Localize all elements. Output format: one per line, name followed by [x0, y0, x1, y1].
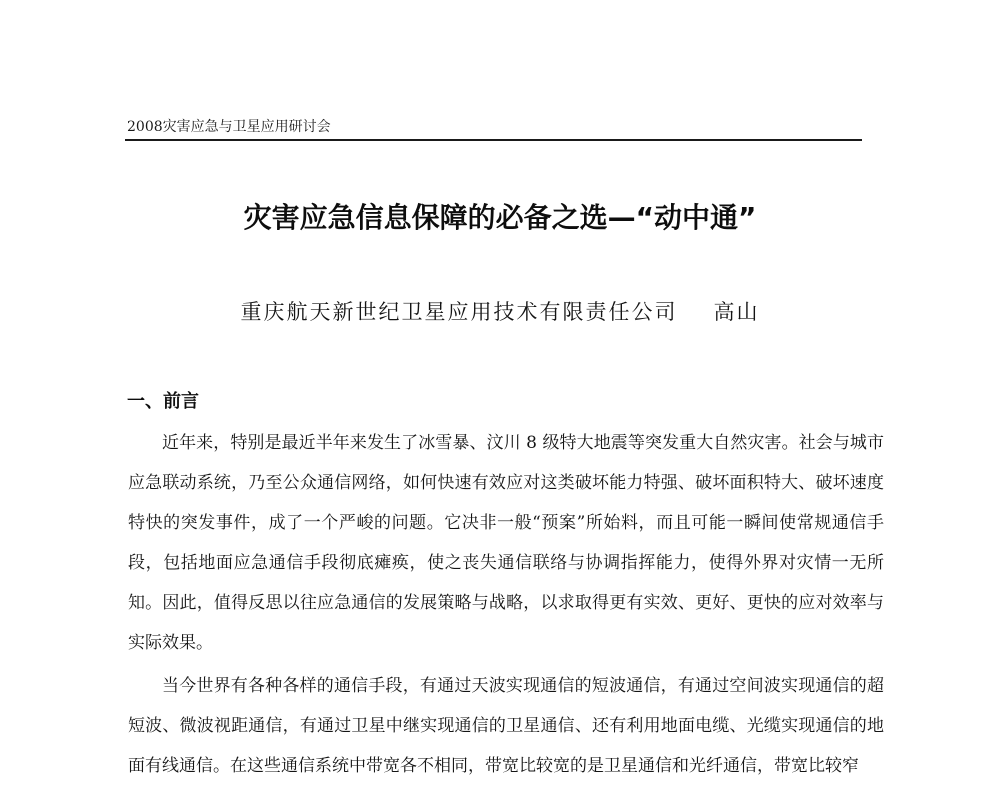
running-header: 2008灾害应急与卫星应用研讨会: [127, 119, 331, 135]
byline: [0, 298, 1000, 326]
section-heading: 一、前言: [127, 391, 199, 412]
header-rule: [125, 139, 862, 141]
byline-author: 高山: [713, 300, 760, 324]
document-title: 灾害应急信息保障的必备之选—“动中通”: [243, 201, 757, 234]
byline-company: 重庆航天新世纪卫星应用技术有限责任公司: [240, 300, 678, 324]
body-paragraph: 近年来，特别是最近半年来发生了冰雪暴、汶川 8 级特大地震等突发重大自然灾害。社会与城市应急联动系统，乃至公众通信网络，如何快速有效应对这类破坏能力特强、破坏面积特大、破坏速度特快的突发事件，成了一个严峻的问题。它决非一般“预案”所始料，而且可能一瞬间使常规通信手段，包括地面应急通信手段彻底瘫痪，使之丧失通信联络与协调指挥能力，使得外界对灾情一无所知。因此，值得反思以往应急通信的发展策略与战略，以求取得更有实效、更好、更快的应对效率与实际效果。: [128, 433, 884, 653]
body-paragraph: 当今世界有各种各样的通信手段，有通过天波实现通信的短波通信，有通过空间波实现通信的超短波、微波视距通信，有通过卫星中继实现通信的卫星通信、还有利用地面电缆、光缆实现通信的地面有线通信。在这些通信系统中带宽各不相同，带宽比较宽的是卫星通信和光纤通信，带宽比较窄: [128, 676, 884, 776]
